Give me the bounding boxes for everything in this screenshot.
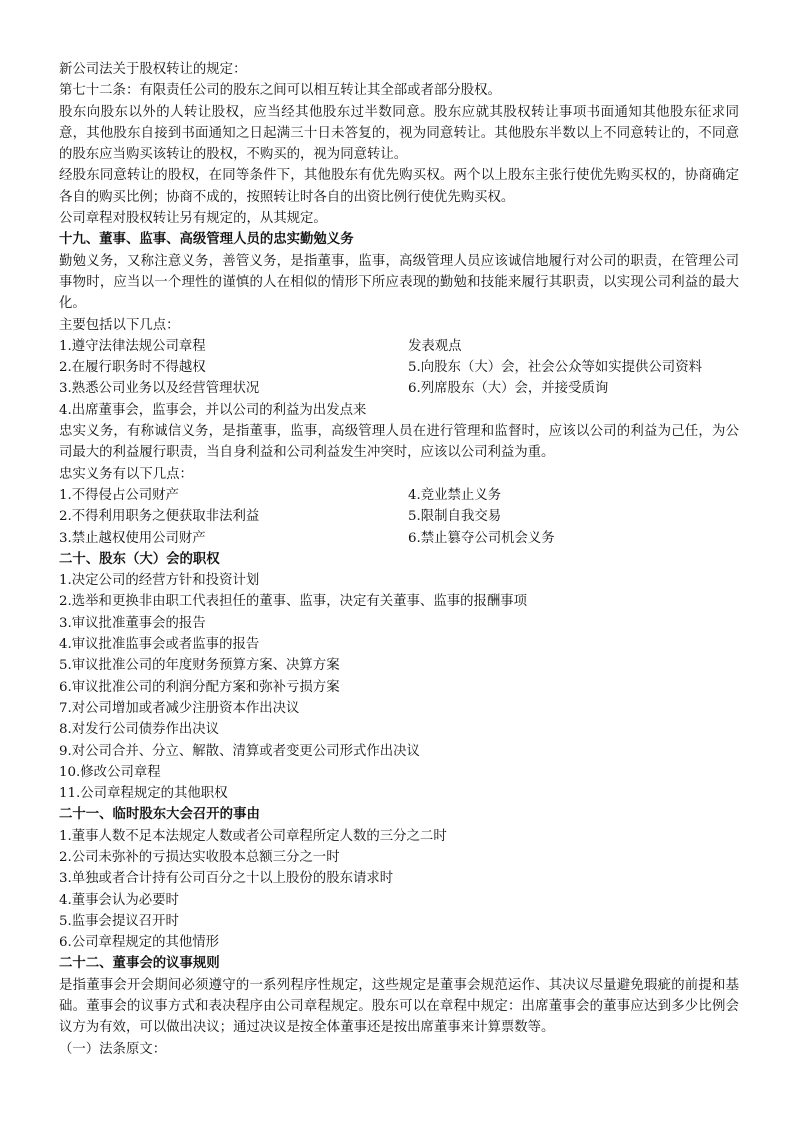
list-item: 9.对公司合并、分立、解散、清算或者变更公司形式作出决议 <box>59 743 420 759</box>
list-item: 10.修改公司章程 <box>59 764 161 780</box>
board-rules-paragraph: 是指董事会开会期间必须遵守的一系列程序性规定，这些规定是董事会规范运作、其决议尽量避免瑕疵的前提和基础。董事会的议事方式和表决程序由公司章程规定。股东可以在章程中规定：出席董事会的董事应达到多少比例会议方为有效，可以做出决议；通过决议是按全体董事还是按出席董事来计算票数等。 <box>59 977 739 1036</box>
list-item: 2.在履行职务时不得越权 <box>59 360 206 376</box>
diligence-points-row <box>59 357 739 378</box>
list-item: 6.列席股东（大）会，并接受质询 <box>408 381 609 397</box>
document-page <box>59 59 739 1060</box>
list-item: 1.不得侵占公司财产 <box>59 487 179 503</box>
transfer-paragraph-3: 公司章程对股权转让另有规定的，从其规定。 <box>59 211 327 227</box>
list-item: 6.禁止篡夺公司机会义务 <box>408 530 555 546</box>
diligence-points-row <box>59 378 739 399</box>
statute-subheading: （一）法条原文： <box>59 1041 167 1057</box>
list-item: 5.审议批准公司的年度财务预算方案、决算方案 <box>59 658 340 674</box>
loyalty-points-row <box>59 528 739 549</box>
section-22-heading: 二十二、董事会的议事规则 <box>59 956 220 972</box>
list-item: 1.董事人数不足本法规定人数或者公司章程所定人数的三分之二时 <box>59 828 447 844</box>
list-item: 5.监事会提议召开时 <box>59 913 179 929</box>
list-item: 4.董事会认为必要时 <box>59 892 179 908</box>
list-item: 2.选举和更换非由职工代表担任的董事、监事，决定有关董事、监事的报酬事项 <box>59 594 528 610</box>
list-item: 1.决定公司的经营方针和投资计划 <box>59 573 260 589</box>
section-21-heading: 二十一、临时股东大会召开的事由 <box>59 807 260 823</box>
list-item: 1.遵守法律法规公司章程 <box>59 338 206 354</box>
list-item: 3.禁止越权使用公司财产 <box>59 530 206 546</box>
transfer-paragraph-2: 经股东同意转让的股权，在同等条件下，其他股东有优先购买权。两个以上股东主张行使优先购买权的，协商确定各自的购买比例；协商不成的，按照转让时各自的出资比例行使优先购买权。 <box>59 168 739 205</box>
list-item: 3.单独或者合计持有公司百分之十以上股份的股东请求时 <box>59 871 394 887</box>
list-item: 8.对发行公司债券作出决议 <box>59 722 220 738</box>
list-item: 4.审议批准监事会或者监事的报告 <box>59 637 260 653</box>
list-item: 11.公司章程规定的其他职权 <box>59 786 228 802</box>
transfer-paragraph-1: 股东向股东以外的人转让股权，应当经其他股东过半数同意。股东应就其股权转让事项书面通知其他股东征求同意，其他股东自接到书面通知之日起满三十日未答复的，视为同意转让。其他股东半数以上不同意转让的，不同意的股东应当购买该转让的股权，不购买的，视为同意转让。 <box>59 104 739 163</box>
loyalty-points-row <box>59 485 739 506</box>
section-20-heading: 二十、股东（大）会的职权 <box>59 551 220 567</box>
list-item: 2.公司未弥补的亏损达实收股本总额三分之一时 <box>59 849 340 865</box>
list-item: 6.公司章程规定的其他情形 <box>59 935 220 951</box>
diligence-points-row <box>59 336 739 357</box>
loyalty-points-row <box>59 506 739 527</box>
points-intro: 主要包括以下几点： <box>59 317 180 333</box>
list-item: 3.熟悉公司业务以及经营管理状况 <box>59 381 260 397</box>
list-item: 5.向股东（大）会，社会公众等如实提供公司资料 <box>408 360 702 376</box>
list-item: 4.出席董事会，监事会，并以公司的利益为出发点来 <box>59 402 367 418</box>
loyalty-paragraph: 忠实义务，有称诚信义务，是指董事，监事，高级管理人员在进行管理和监督时，应该以公司的利益为己任，为公司最大的利益履行职责，当自身利益和公司利益发生冲突时，应该以公司利益为重。 <box>59 424 739 461</box>
list-item: 6.审议批准公司的利润分配方案和弥补亏损方案 <box>59 679 340 695</box>
intro-title: 新公司法关于股权转让的规定： <box>59 62 247 77</box>
list-item: 4.竞业禁止义务 <box>408 487 502 503</box>
loyalty-intro: 忠实义务有以下几点： <box>59 466 193 482</box>
list-item: 5.限制自我交易 <box>408 509 502 525</box>
list-item: 发表观点 <box>408 338 462 354</box>
diligence-paragraph: 勤勉义务，又称注意义务，善管义务，是指董事，监事，高级管理人员应该诚信地履行对公司的职责，在管理公司事物时，应当以一个理性的谨慎的人在相似的情形下所应表现的勤勉和技能来履行其职责，以实现公司利益的最大化。 <box>59 253 739 312</box>
article-72: 第七十二条：有限责任公司的股东之间可以相互转让其全部或者部分股权。 <box>59 83 501 99</box>
list-item: 2.不得利用职务之便获取非法利益 <box>59 509 260 525</box>
section-19-heading: 十九、董事、监事、高级管理人员的忠实勤勉义务 <box>59 232 354 248</box>
list-item: 3.审议批准董事会的报告 <box>59 615 206 631</box>
list-item: 7.对公司增加或者减少注册资本作出决议 <box>59 700 300 716</box>
